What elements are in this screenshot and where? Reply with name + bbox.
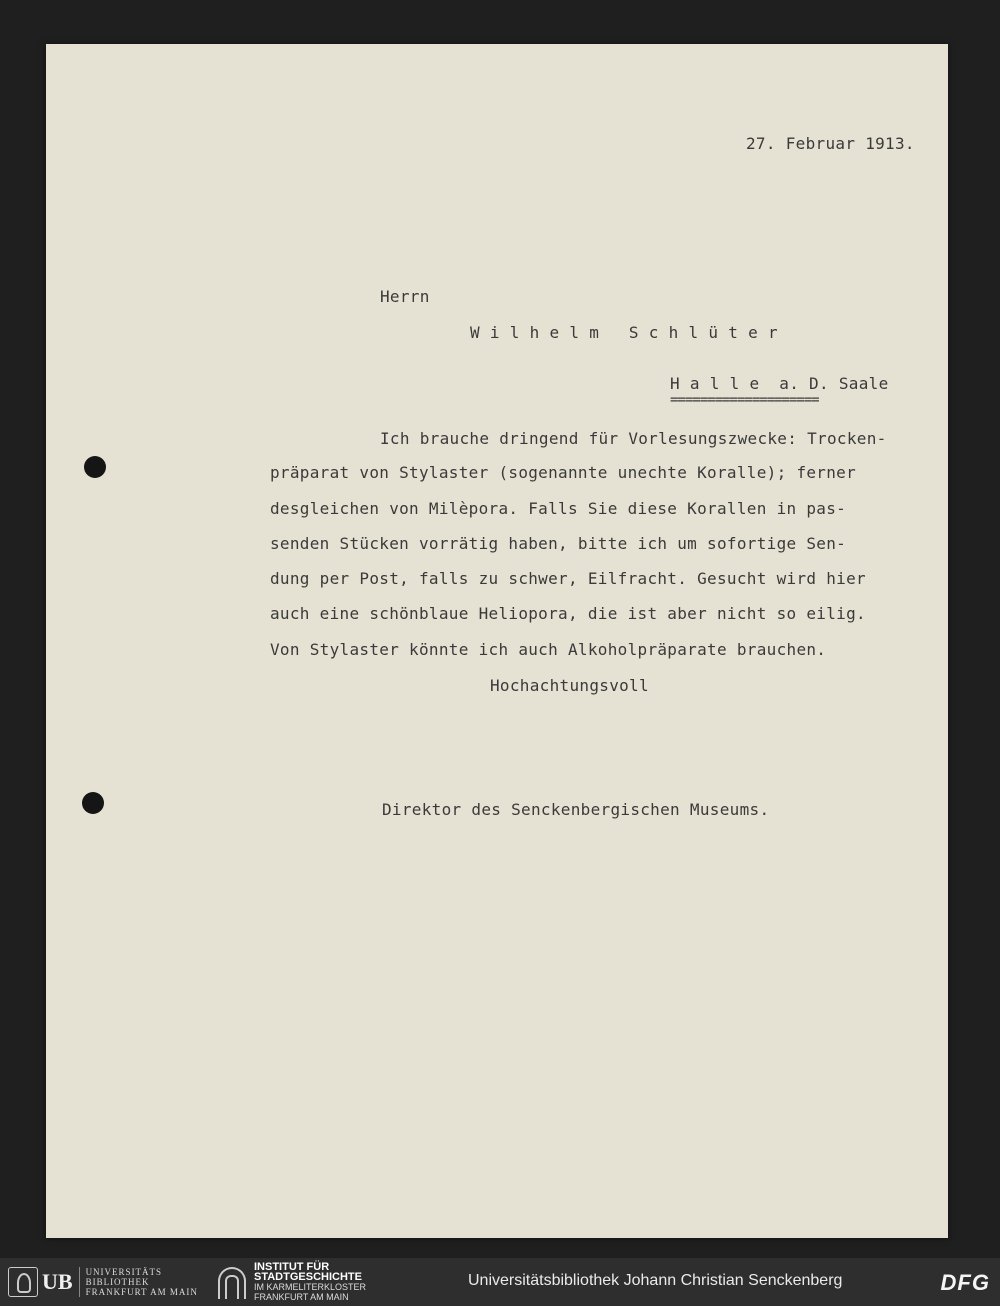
dfg-logo[interactable]: DFG [940, 1270, 990, 1295]
isg-line: IM KARMELITERKLOSTER [254, 1282, 367, 1292]
body-line-3: desgleichen von Milèpora. Falls Sie diese Korallen in pas- [270, 499, 847, 518]
body-line-6: auch eine schönblaue Heliopora, die ist aber nicht so eilig. [270, 604, 866, 623]
body-line-5: dung per Post, falls zu schwer, Eilfracht. Gesucht wird hier [270, 569, 866, 588]
recipient-city: H a l l e a. D. Saale [670, 374, 889, 393]
isg-line: INSTITUT FÜR [254, 1261, 330, 1273]
closing: Hochachtungsvoll [490, 676, 649, 695]
ub-subtitle [79, 1267, 198, 1297]
city-underline: ==================== [670, 392, 819, 408]
punch-hole-top [84, 456, 106, 478]
arch-icon [214, 1265, 248, 1299]
goethe-portrait-icon [8, 1267, 38, 1297]
ub-sub-line: FRANKFURT AM MAIN [85, 1287, 198, 1297]
ub-sub-line: BIBLIOTHEK [85, 1277, 150, 1287]
signature-line: Direktor des Senckenbergischen Museums. [382, 800, 770, 819]
ub-logo-text: UB [42, 1269, 73, 1294]
ub-sub-line: UNIVERSITÄTS [85, 1267, 163, 1277]
library-name[interactable]: Universitätsbibliothek Johann Christian Senckenberg [468, 1272, 843, 1289]
punch-hole-bottom [82, 792, 104, 814]
letter-page [46, 44, 948, 1238]
body-line-2: präparat von Stylaster (sogenannte unechte Koralle); ferner [270, 463, 857, 482]
footer-bar [0, 1258, 1000, 1306]
isg-line: FRANKFURT AM MAIN [254, 1292, 349, 1302]
isg-line: STADTGESCHICHTE [254, 1271, 362, 1283]
isg-logo[interactable] [214, 1261, 367, 1302]
isg-text [254, 1262, 366, 1302]
recipient-name: W i l h e l m S c h l ü t e r [470, 323, 778, 342]
ub-logo[interactable] [8, 1266, 198, 1298]
salutation: Herrn [380, 287, 430, 306]
body-line-4: senden Stücken vorrätig haben, bitte ich um sofortige Sen- [270, 534, 847, 553]
body-line-7: Von Stylaster könnte ich auch Alkoholpräparate brauchen. [270, 640, 827, 659]
body-line-1: Ich brauche dringend für Vorlesungszwecke: Trocken- [380, 429, 887, 448]
letter-date: 27. Februar 1913. [746, 134, 915, 153]
